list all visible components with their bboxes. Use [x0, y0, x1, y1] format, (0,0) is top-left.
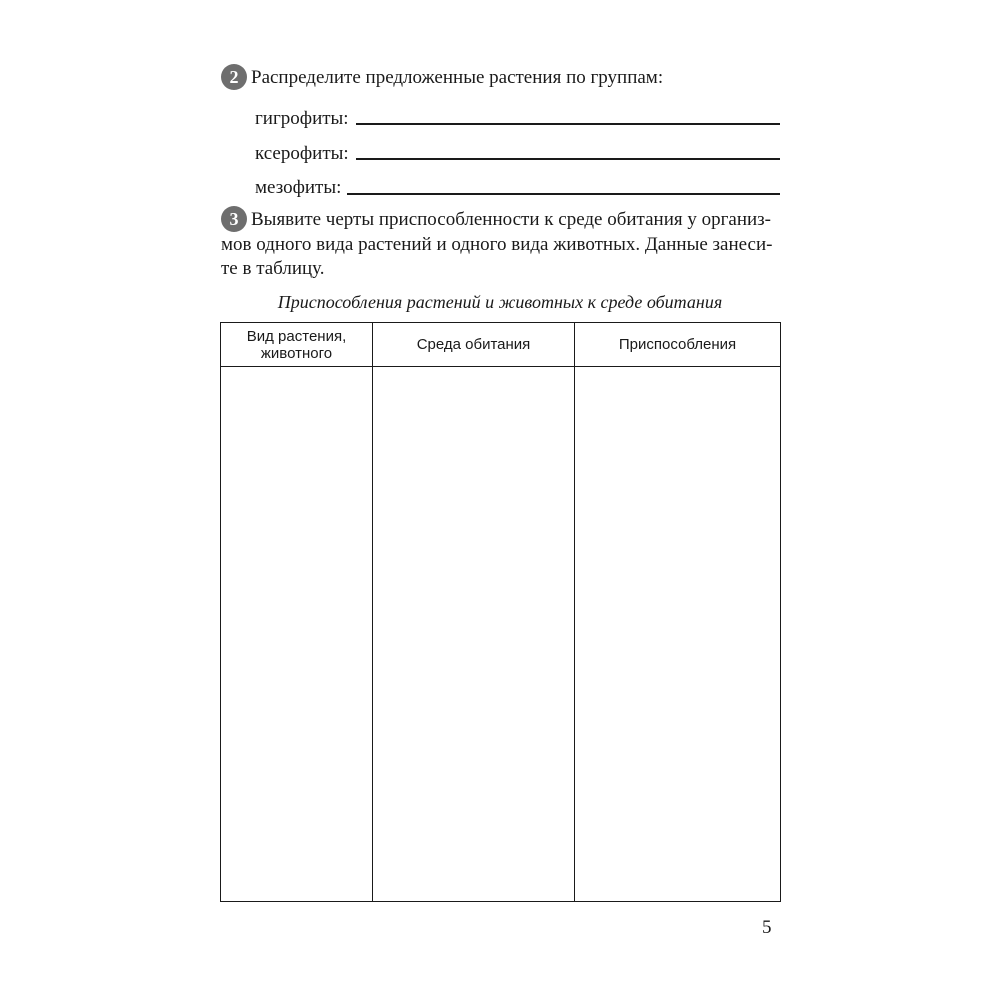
header-adaptations-label: Приспособления — [618, 336, 737, 353]
mesophytes-label: мезофиты: — [255, 177, 342, 198]
page-number: 5 — [762, 917, 772, 938]
header-species — [221, 323, 373, 367]
header-habitat — [373, 323, 575, 367]
table-header-row — [221, 323, 781, 367]
header-adaptations — [575, 323, 781, 367]
cell-adaptations[interactable] — [575, 367, 781, 902]
header-species-label: Вид растения, животного — [246, 327, 347, 362]
adaptations-table — [220, 322, 781, 902]
mesophytes-answer-line[interactable] — [347, 193, 780, 195]
task-3-line-2: мов одного вида растений и одного вида животных. Данные занеси- — [221, 234, 773, 255]
hygrophytes-answer-line[interactable] — [356, 123, 780, 125]
table-row — [221, 367, 781, 902]
task-3-number-badge: 3 — [221, 206, 247, 232]
task-2-instruction: Распределите предложенные растения по группам: — [251, 67, 664, 88]
cell-habitat[interactable] — [373, 367, 575, 902]
xerophytes-label: ксерофиты: — [255, 143, 349, 164]
table-caption: Приспособления растений и животных к среде обитания — [277, 292, 723, 312]
cell-species[interactable] — [221, 367, 373, 902]
hygrophytes-label: гигрофиты: — [255, 108, 349, 129]
header-habitat-label: Среда обитания — [416, 336, 531, 353]
task-3-line-3: те в таблицу. — [221, 258, 325, 279]
task-3-line-1: Выявите черты приспособленности к среде обитания у организ- — [251, 209, 771, 230]
task-2-number-badge: 2 — [221, 64, 247, 90]
xerophytes-answer-line[interactable] — [356, 158, 780, 160]
